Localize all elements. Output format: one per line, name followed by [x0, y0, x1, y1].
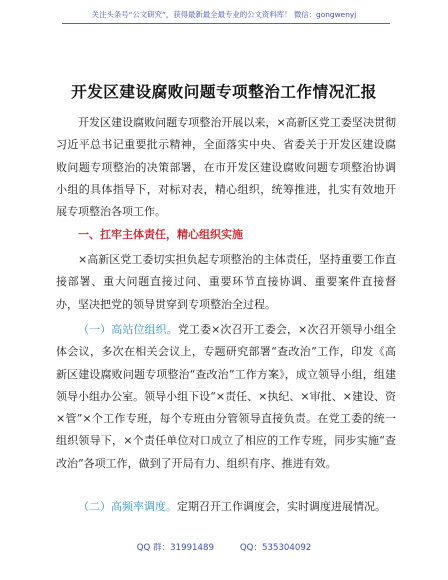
section-heading-1: 一、扛牢主体责任，精心组织实施	[78, 228, 243, 241]
subsection1-paragraph	[56, 319, 396, 475]
header-banner: 关注头条号“公文研究”，获得最新最全最专业的公文资料库！ 微信：gongwenyj	[91, 10, 357, 19]
section1-paragraph: ×高新区党工委切实担负起专项整治的主体责任，坚持重要工作直接部署、重大问题直接过问、重要环节直接协调、重要案件直接督办，坚决把党的领导贯穿到专项整治全过程。	[56, 253, 396, 311]
footer-qq-group: QQ 群：31991489	[136, 543, 214, 553]
footer-qq: QQ：535304092	[239, 543, 312, 553]
subsection2-body: 定期召开工作调度会，实时调度进展情况。	[177, 500, 386, 513]
subsection1-body: 党工委×次召开工委会，×次召开领导小组全体会议，多次在相关会议上，专题研究部署“查改治”工作，印发《高新区建设腐败问题专项整治“查改治”工作方案》，成立领导小组，组建领导小组办公室。领导小组下设“×责任、×执纪、×审批、×建设、资×管”×个工作专班，每个专班由分管领导直接负责。在党工委的统一组织领导下，×个责任单位对口成立了相应的工作专班，同步实施“查改治”各项工作，做到了开局有力、组织有序、推进有效。	[56, 323, 396, 470]
subsection2-heading: （二）高频率调度。	[78, 500, 177, 513]
footer-contact	[0, 541, 448, 553]
intro-paragraph: 开发区建设腐败问题专项整治开展以来，×高新区党工委坚决贯彻习近平总书记重要批示精神，全面落实中央、省委关于开发区建设腐败问题专项整治的决策部署，在市开发区建设腐败问题专项整治协调小组的具体指导下，对标对表，精心组织，统筹推进，扎实有效地开展专项整治各项工作。	[56, 116, 396, 219]
subsection2-paragraph	[56, 496, 396, 518]
subsection1-heading: （一）高站位组织。	[78, 323, 178, 336]
page-title: 开发区建设腐败问题专项整治工作情况汇报	[71, 82, 377, 101]
header-divider	[62, 23, 390, 24]
